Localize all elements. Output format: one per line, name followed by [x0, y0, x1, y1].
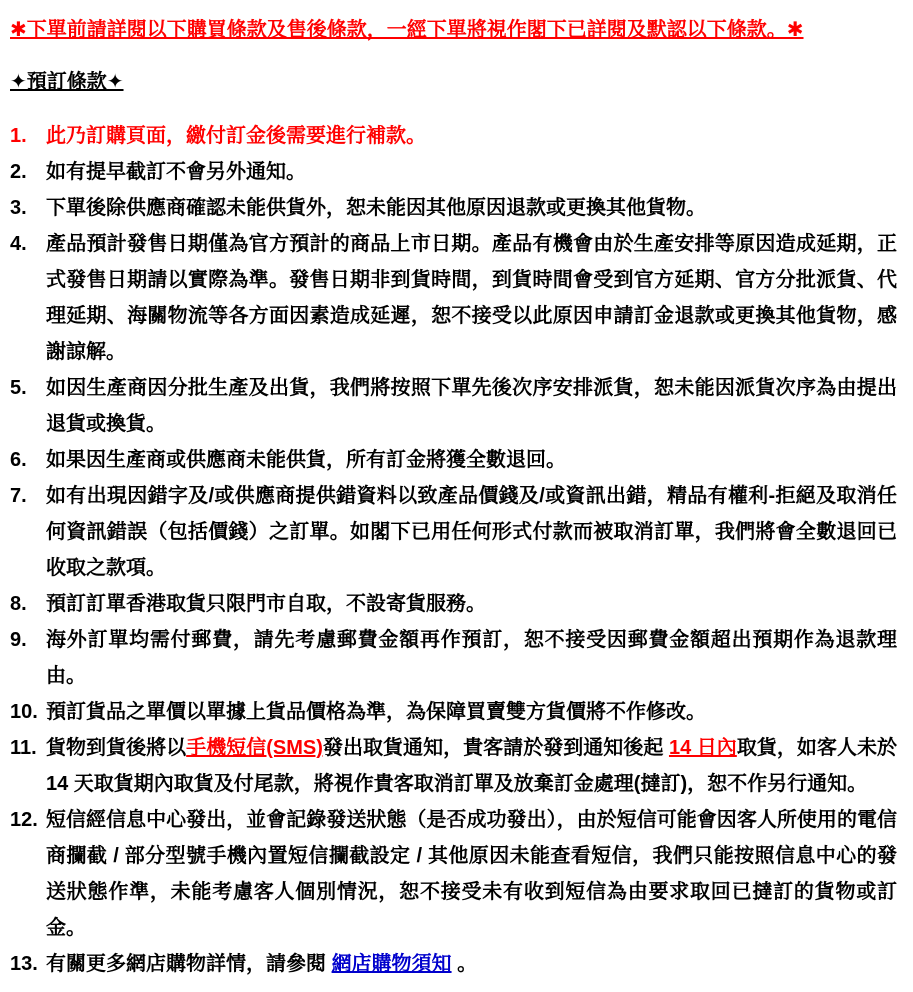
term-text: 手機短信(SMS)	[186, 737, 323, 759]
term-text: 發出取貨通知，貴客請於發到通知後起	[322, 737, 669, 759]
term-item	[10, 586, 897, 622]
term-item	[10, 154, 897, 190]
term-text: 如因生產商因分批生產及出貨，我們將按照下單先後次序安排派貨，恕未能因派貨次序為由提出退貨或換貨。	[46, 377, 897, 435]
term-text: 預訂貨品之單價以單據上貨品價格為準，為保障買賣雙方貨價將不作修改。	[46, 701, 706, 723]
term-number: 5.	[10, 377, 27, 399]
term-text: 短信經信息中心發出，並會記錄發送狀態（是否成功發出），由於短信可能會因客人所使用的電信商攔截 / 部分型號手機內置短信攔截設定 / 其他原因未能查看短信，我們只能按照信息中心的發送狀態作準，未能考慮客人個別情況，恕不接受未有收到短信為由要求取回已撻訂的貨物或訂金。	[46, 809, 897, 939]
term-text: 如果因生產商或供應商未能供貨，所有訂金將獲全數退回。	[46, 449, 566, 471]
term-body	[46, 586, 897, 622]
term-text: 此乃訂購頁面，繳付訂金後需要進行補款。	[46, 125, 426, 147]
term-body	[46, 190, 897, 226]
term-body	[46, 694, 897, 730]
page-title: ✱下單前請詳閱以下購買條款及售後條款，一經下單將視作閣下已詳閱及默認以下條款。✱	[10, 19, 804, 41]
term-body	[46, 730, 897, 802]
term-text: 下單後除供應商確認未能供貨外，恕未能因其他原因退款或更換其他貨物。	[46, 197, 706, 219]
term-number: 8.	[10, 593, 27, 615]
term-number: 6.	[10, 449, 27, 471]
term-item	[10, 226, 897, 370]
term-body	[46, 946, 897, 982]
term-number: 9.	[10, 629, 27, 651]
term-text: 14 日內	[668, 737, 737, 759]
term-item	[10, 802, 897, 946]
term-item	[10, 190, 897, 226]
term-number: 13.	[10, 953, 38, 975]
term-text: 預訂訂單香港取貨只限門市自取，不設寄貨服務。	[46, 593, 486, 615]
term-text: 如有提早截訂不會另外通知。	[46, 161, 306, 183]
term-number: 2.	[10, 161, 27, 183]
term-item	[10, 622, 897, 694]
term-text: 如有出現因錯字及/或供應商提供錯資料以致產品價錢及/或資訊出錯，精品有權利-拒絕及取消任何資訊錯誤（包括價錢）之訂單。如閣下已用任何形式付款而被取消訂單，我們將會全數退回已收取之款項。	[46, 485, 897, 579]
terms-list	[10, 118, 897, 982]
term-body	[46, 118, 897, 154]
term-number: 3.	[10, 197, 27, 219]
term-text: 。	[451, 953, 478, 975]
term-item	[10, 946, 897, 982]
term-body	[46, 478, 897, 586]
term-body	[46, 226, 897, 370]
term-text: 取貨，如客人未於 14 天取貨期內取貨及付尾款，將視作貴客取消訂單及放棄訂金處理(撻訂)，恕不作另行通知。	[46, 737, 897, 795]
term-number: 12.	[10, 809, 38, 831]
term-body	[46, 370, 897, 442]
term-item	[10, 730, 897, 802]
shop-guide-link[interactable]: 網店購物須知	[331, 953, 452, 975]
term-body	[46, 154, 897, 190]
term-text: 貨物到貨後將以	[46, 737, 187, 759]
term-text: 有關更多網店購物詳情，請參閱	[46, 953, 332, 975]
term-item	[10, 694, 897, 730]
term-body	[46, 442, 897, 478]
term-number: 1.	[10, 125, 27, 147]
term-number: 11.	[10, 737, 37, 759]
term-text: 海外訂單均需付郵費，請先考慮郵費金額再作預訂，恕不接受因郵費金額超出預期作為退款理由。	[46, 629, 897, 687]
term-number: 7.	[10, 485, 27, 507]
term-number: 10.	[10, 701, 38, 723]
term-item	[10, 370, 897, 442]
term-item	[10, 478, 897, 586]
term-item	[10, 118, 897, 154]
term-text: 產品預計發售日期僅為官方預計的商品上市日期。產品有機會由於生產安排等原因造成延期，正式發售日期請以實際為準。發售日期非到貨時間，到貨時間會受到官方延期、官方分批派貨、代理延期、海關物流等各方面因素造成延遲，恕不接受以此原因申請訂金退款或更換其他貨物，感謝諒解。	[46, 233, 897, 363]
term-number: 4.	[10, 233, 27, 255]
term-body	[46, 622, 897, 694]
section-title-preorder-terms: ✦預訂條款✦	[10, 71, 124, 93]
term-item	[10, 442, 897, 478]
term-body	[46, 802, 897, 946]
